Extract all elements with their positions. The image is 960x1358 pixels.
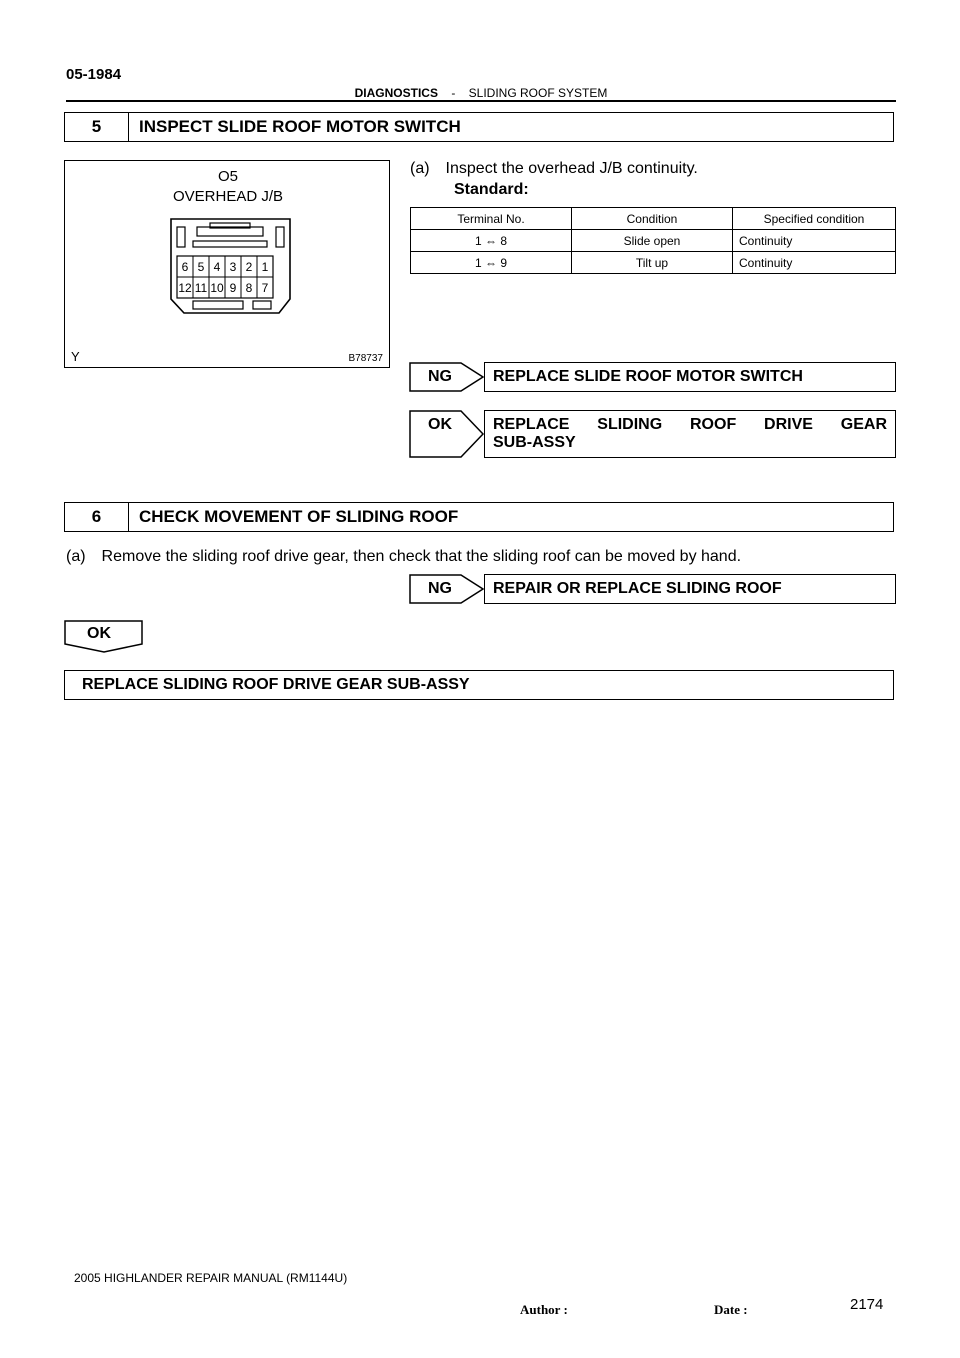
ng-result-5: REPLACE SLIDE ROOF MOTOR SWITCH	[484, 362, 896, 392]
header-subsection: SLIDING ROOF SYSTEM	[468, 86, 608, 100]
ok-tag-5: OK	[428, 416, 452, 433]
header-section: DIAGNOSTICS	[354, 86, 438, 100]
pin-label: 4	[213, 260, 221, 274]
connector-name: OVERHEAD J/B	[172, 188, 284, 205]
ng-result-6: REPAIR OR REPLACE SLIDING ROOF	[484, 574, 896, 604]
pin-label: 3	[229, 260, 237, 274]
left-latch	[177, 227, 185, 247]
pin-label: 7	[261, 281, 269, 295]
step-5-instruction: (a) Inspect the overhead J/B continuity.	[410, 160, 698, 177]
connector-diagram	[65, 161, 389, 367]
header-separator: -	[451, 86, 456, 100]
header-rule	[66, 100, 896, 102]
step-5-header	[64, 112, 894, 142]
pin-label: 12	[178, 281, 192, 295]
continuity-table	[410, 207, 896, 274]
footer-author-label: Author :	[520, 1302, 568, 1317]
table-cell: Tilt up	[572, 252, 733, 274]
pin-label: 1	[261, 260, 269, 274]
footer-manual: 2005 HIGHLANDER REPAIR MANUAL (RM1144U)	[74, 1271, 348, 1285]
page-code: 05-1984	[66, 66, 122, 83]
figure-id: B78737	[348, 353, 383, 364]
connector-code: O5	[217, 168, 239, 185]
step-5-title: INSPECT SLIDE ROOF MOTOR SWITCH	[139, 117, 461, 136]
table-header-row	[411, 208, 896, 230]
pin-label: 2	[245, 260, 253, 274]
pin-label: 9	[229, 281, 237, 295]
ok-result-5-line2: SUB-ASSY	[493, 434, 576, 451]
step-6-header	[64, 502, 894, 532]
final-action-box: REPLACE SLIDING ROOF DRIVE GEAR SUB-ASSY	[64, 670, 894, 700]
pin-label: 6	[181, 260, 189, 274]
table-row	[411, 252, 896, 274]
ok-result-5	[484, 410, 896, 458]
pin-label: 5	[197, 260, 205, 274]
footer-date-label: Date :	[714, 1302, 748, 1317]
table-cell: Continuity	[733, 252, 896, 274]
pin-label: 8	[245, 281, 253, 295]
connector-figure	[64, 160, 390, 368]
step-6-title: CHECK MOVEMENT OF SLIDING ROOF	[139, 507, 459, 526]
standard-label: Standard:	[454, 181, 529, 198]
table-cell: Slide open	[572, 230, 733, 252]
table-header: Terminal No.	[411, 208, 572, 230]
step-5-number: 5	[65, 113, 129, 141]
ok-tag-6: OK	[87, 625, 111, 642]
bottom-tab	[253, 301, 271, 309]
table-cell: 1 ⇔ 9	[411, 252, 572, 274]
ng-tag-5: NG	[428, 368, 452, 385]
key-slot	[193, 241, 267, 247]
ok-result-5-line1: REPLACE SLIDING ROOF DRIVE GEAR	[493, 416, 887, 433]
right-latch	[276, 227, 284, 247]
footer-page-number: 2174	[850, 1296, 884, 1313]
running-header	[66, 86, 896, 100]
table-cell: Continuity	[733, 230, 896, 252]
bottom-tab	[193, 301, 243, 309]
table-row	[411, 230, 896, 252]
wire-color-label: Y	[71, 349, 80, 364]
table-cell: 1 ⇔ 8	[411, 230, 572, 252]
ng-tag-6: NG	[428, 580, 452, 597]
step-6-instruction: (a) Remove the sliding roof drive gear, then check that the sliding roof can be moved by hand.	[66, 548, 742, 565]
table-header: Condition	[572, 208, 733, 230]
table-header: Specified condition	[733, 208, 896, 230]
pin-label: 10	[210, 281, 224, 295]
pin-label: 11	[194, 281, 208, 295]
step-6-number: 6	[65, 503, 129, 531]
